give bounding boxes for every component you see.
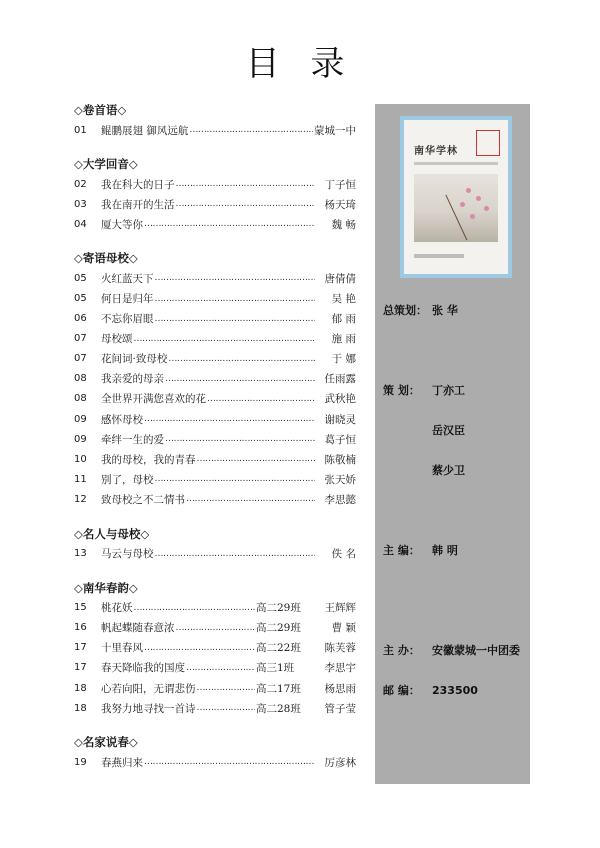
toc-entry[interactable] <box>74 429 356 449</box>
entry-title: 致母校之不二情书 <box>101 493 185 506</box>
entry-title: 何日是归年 <box>101 293 154 306</box>
blossom <box>466 188 471 193</box>
blossom <box>460 202 465 207</box>
dot-leader <box>189 125 313 135</box>
staff-name: 蔡少卫 <box>432 464 465 477</box>
staff-host <box>383 642 520 658</box>
cover-subtitle-line <box>414 162 498 165</box>
entry-title: 我的母校，我的青春 <box>101 453 196 466</box>
entry-author: 杨思雨 <box>324 682 356 695</box>
entry-title: 感怀母校 <box>101 413 143 426</box>
section-heading: ◇名人与母校◇ <box>74 526 150 541</box>
entry-author: 吴 艳 <box>331 293 356 306</box>
entry-page-number: 17 <box>74 642 87 654</box>
entry-author: 魏 畅 <box>331 218 356 231</box>
toc-section <box>74 154 356 234</box>
dot-leader <box>134 334 316 344</box>
entry-page-number: 08 <box>74 373 87 385</box>
dot-leader <box>165 374 315 384</box>
entry-title: 全世界开满您喜欢的花 <box>101 393 206 406</box>
toc-entry[interactable] <box>74 389 356 409</box>
toc-section <box>74 732 356 772</box>
toc-entry[interactable] <box>74 489 356 509</box>
entry-page-number: 09 <box>74 433 87 445</box>
entry-title: 桃花妖 <box>101 602 133 615</box>
dot-leader <box>197 703 256 713</box>
entry-page-number: 07 <box>74 333 87 345</box>
blossom <box>484 206 489 211</box>
entry-title: 十里春风 <box>101 642 143 655</box>
entry-page-number: 06 <box>74 313 87 325</box>
cover-photo <box>414 174 498 242</box>
entry-author: 葛子恒 <box>324 433 356 446</box>
entry-page-number: 17 <box>74 662 87 674</box>
section-heading: ◇南华春韵◇ <box>74 580 138 595</box>
staff-name: 丁亦工 <box>432 384 465 397</box>
entry-author: 李思懿 <box>324 493 356 506</box>
entry-title: 牵绊一生的爱 <box>101 433 164 446</box>
dot-leader <box>144 757 315 767</box>
dot-leader <box>168 354 315 364</box>
entry-page-number: 01 <box>74 124 87 136</box>
toc-entry[interactable] <box>74 678 356 698</box>
staff-label: 主 编： <box>383 544 420 557</box>
entry-author: 任雨露 <box>324 373 356 386</box>
entry-author: 丁子恒 <box>324 178 356 191</box>
entry-page-number: 12 <box>74 493 87 505</box>
entry-title: 春燕归来 <box>101 756 143 769</box>
dot-leader <box>155 294 316 304</box>
entry-author: 施 雨 <box>331 333 356 346</box>
section-heading: ◇大学回音◇ <box>74 157 138 172</box>
dot-leader <box>176 623 256 633</box>
dot-leader <box>144 643 255 653</box>
toc-entry[interactable] <box>74 369 356 389</box>
entry-author: 陈芙蓉 <box>324 642 356 655</box>
entry-page-number: 18 <box>74 702 87 714</box>
entry-page-number: 07 <box>74 353 87 365</box>
staff-name: 韩 明 <box>432 544 458 557</box>
entry-title: 我在南开的生活 <box>101 198 175 211</box>
entry-page-number: 11 <box>74 473 87 485</box>
entry-class: 高二28班 <box>256 702 301 715</box>
entry-class: 高二22班 <box>256 642 301 655</box>
toc-entry[interactable] <box>74 174 356 194</box>
section-heading: ◇名家说春◇ <box>74 735 138 750</box>
toc-entry[interactable] <box>74 120 356 140</box>
entry-title: 心若向阳，无谓悲伤 <box>101 682 196 695</box>
entry-page-number: 08 <box>74 393 87 405</box>
entry-page-number: 09 <box>74 413 87 425</box>
entry-page-number: 03 <box>74 198 87 210</box>
staff-label: 主 办： <box>383 644 420 657</box>
entry-page-number: 10 <box>74 453 87 465</box>
toc-entry[interactable] <box>74 544 356 564</box>
entry-page-number: 05 <box>74 293 87 305</box>
entry-title: 火红蓝天下 <box>101 272 154 285</box>
blossom-branch <box>445 178 503 241</box>
entry-class: 高二17班 <box>256 682 301 695</box>
dot-leader <box>207 394 315 404</box>
entry-author: 杨天琦 <box>324 198 356 211</box>
entry-title: 帆起蝶随春意浓 <box>101 622 175 635</box>
toc-entry[interactable] <box>74 469 356 489</box>
blossom <box>470 214 475 219</box>
entry-title: 鲲鹏展翅 御风远航 <box>101 124 189 137</box>
entry-page-number: 16 <box>74 622 87 634</box>
toc-entry[interactable] <box>74 409 356 429</box>
entry-author: 张天娇 <box>324 473 356 486</box>
entry-title: 不忘你眉眼 <box>101 313 154 326</box>
dot-leader <box>197 683 256 693</box>
toc-section <box>74 248 356 509</box>
entry-title: 别了，母校 <box>101 473 154 486</box>
dot-leader <box>134 603 256 613</box>
dot-leader <box>144 414 315 424</box>
entry-title: 我努力地寻找一首诗 <box>101 702 196 715</box>
entry-page-number: 15 <box>74 602 87 614</box>
toc-entry[interactable] <box>74 598 356 618</box>
dot-leader <box>186 494 315 504</box>
entry-page-number: 19 <box>74 756 87 768</box>
staff-planner-3 <box>383 462 465 478</box>
toc-entry[interactable] <box>74 618 356 638</box>
toc-entry[interactable] <box>74 638 356 658</box>
staff-editor <box>383 542 458 558</box>
dot-leader <box>197 454 316 464</box>
staff-name: 张 华 <box>432 304 458 317</box>
entry-title: 春天降临我的国度 <box>101 662 185 675</box>
toc-entry[interactable] <box>74 194 356 214</box>
dot-leader <box>155 549 316 559</box>
staff-postcode <box>383 682 478 698</box>
section-heading: ◇卷首语◇ <box>74 103 127 117</box>
staff-label: 总策划： <box>383 304 427 317</box>
entry-title: 花间词·致母校 <box>101 353 168 366</box>
toc-section <box>74 524 356 564</box>
entry-title: 我亲爱的母亲 <box>101 373 164 386</box>
dot-leader <box>155 273 316 283</box>
entry-author: 王辉辉 <box>324 602 356 615</box>
toc-entry[interactable] <box>74 268 356 288</box>
cover-inner <box>404 120 508 274</box>
staff-label: 策 划： <box>383 384 420 397</box>
entry-class: 高三1班 <box>256 662 295 675</box>
toc-entry[interactable] <box>74 309 356 329</box>
entry-author: 佚 名 <box>331 548 356 561</box>
toc-entry[interactable] <box>74 349 356 369</box>
entry-page-number: 05 <box>74 272 87 284</box>
cover-title: 南华学林 <box>414 146 458 157</box>
cover-tag <box>476 130 500 156</box>
dot-leader <box>176 179 316 189</box>
entry-title: 厦大等你 <box>101 218 143 231</box>
dot-leader <box>165 434 315 444</box>
section-heading: ◇寄语母校◇ <box>74 251 138 266</box>
staff-name: 岳汉臣 <box>432 424 465 437</box>
entry-author: 谢晓灵 <box>324 413 356 426</box>
dot-leader <box>144 219 315 229</box>
entry-author: 管子莹 <box>324 702 356 715</box>
toc-entry[interactable] <box>74 752 356 772</box>
toc-section <box>74 100 356 140</box>
entry-author: 于 娜 <box>331 353 356 366</box>
entry-title: 马云与母校 <box>101 548 154 561</box>
cover-footer-line <box>414 254 464 258</box>
staff-planner <box>383 382 465 398</box>
toc-entry[interactable] <box>74 288 356 308</box>
toc-entry[interactable] <box>74 449 356 469</box>
page-title: 目 录 <box>245 44 355 84</box>
toc-entry[interactable] <box>74 658 356 678</box>
entry-page-number: 18 <box>74 682 87 694</box>
dot-leader <box>186 663 255 673</box>
entry-author: 厉彦林 <box>324 756 356 769</box>
staff-planner-2 <box>383 422 465 438</box>
entry-author: 郁 雨 <box>331 313 356 326</box>
dot-leader <box>176 199 316 209</box>
staff-name: 安徽蒙城一中团委 <box>432 644 520 657</box>
entry-title: 母校颂 <box>101 333 133 346</box>
entry-page-number: 04 <box>74 218 87 230</box>
cover-image <box>400 116 512 278</box>
toc-entry[interactable] <box>74 329 356 349</box>
entry-author: 陈敬楠 <box>324 453 356 466</box>
table-of-contents <box>74 100 356 786</box>
toc-entry[interactable] <box>74 698 356 718</box>
staff-chief-planner <box>383 302 458 318</box>
entry-author: 武秋艳 <box>324 393 356 406</box>
toc-entry[interactable] <box>74 214 356 234</box>
entry-author: 曹 颖 <box>331 622 356 635</box>
entry-page-number: 02 <box>74 178 87 190</box>
toc-section <box>74 578 356 719</box>
entry-author: 蒙城一中 <box>314 124 356 137</box>
entry-page-number: 13 <box>74 548 87 560</box>
entry-class: 高二29班 <box>256 622 301 635</box>
dot-leader <box>155 474 316 484</box>
entry-class: 高二29班 <box>256 602 301 615</box>
dot-leader <box>155 314 316 324</box>
entry-title: 我在科大的日子 <box>101 178 175 191</box>
staff-label: 邮 编： <box>383 684 420 697</box>
staff-name: 233500 <box>432 684 478 697</box>
blossom <box>476 196 481 201</box>
entry-author: 唐倩倩 <box>324 272 356 285</box>
entry-author: 李思宇 <box>324 662 356 675</box>
